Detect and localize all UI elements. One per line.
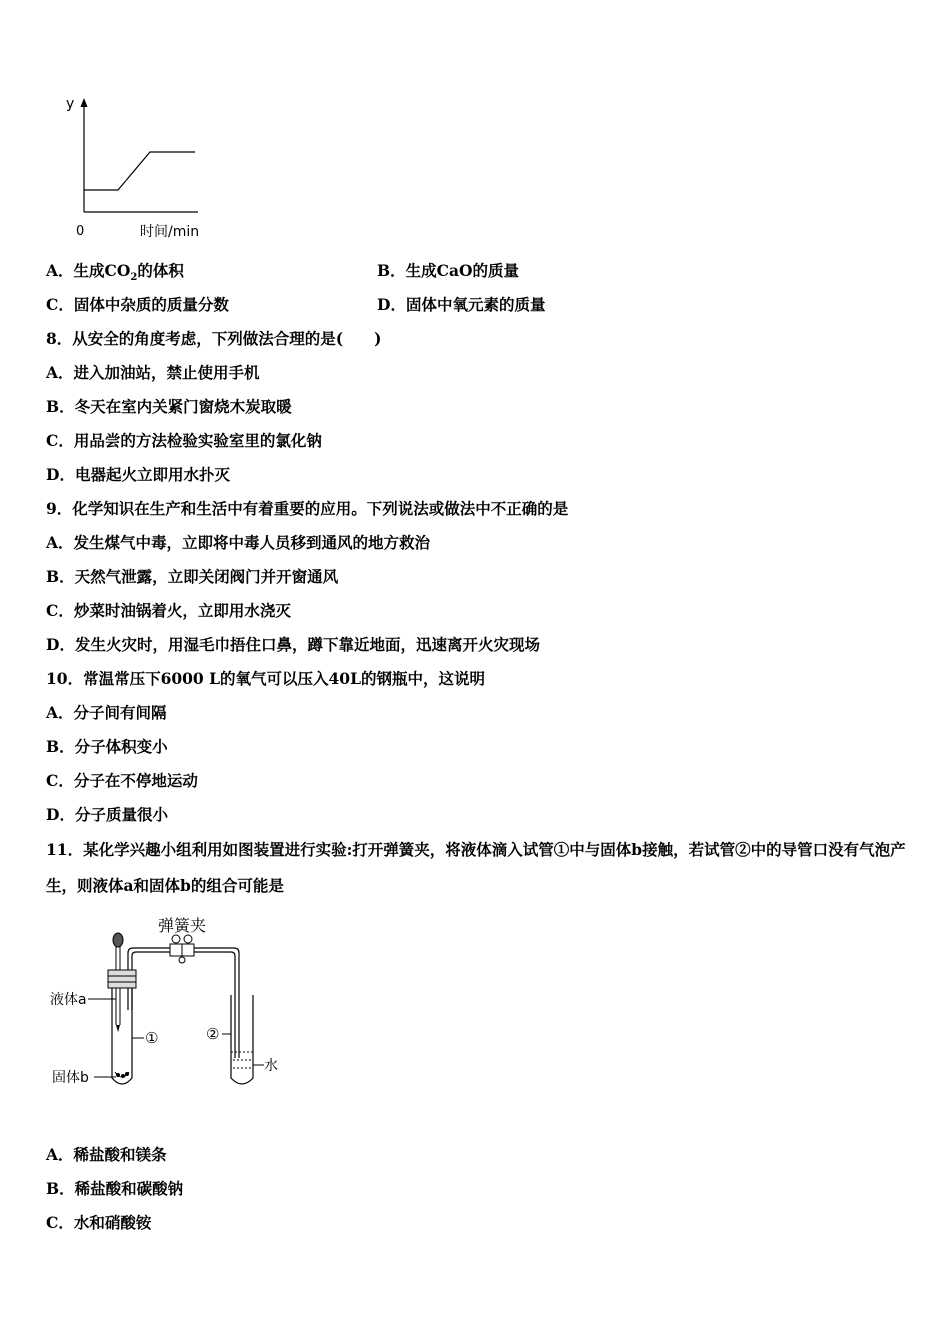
q8-stem: 8．从安全的角度考虑，下列做法合理的是( )	[46, 329, 382, 348]
q7-option-c[interactable]: C．固体中杂质的质量分数	[46, 295, 229, 314]
q10-stem: 10．常温常压下6000 L的氧气可以压入40L的钢瓶中，这说明	[46, 669, 485, 688]
water-label: 水	[264, 1058, 278, 1074]
q7-option-b[interactable]: B．生成CaO的质量	[377, 261, 519, 280]
rubber-stopper	[108, 970, 136, 988]
test-tube-2	[231, 995, 253, 1084]
q7-option-row-1	[46, 261, 519, 288]
solid-label: 固体b	[52, 1070, 89, 1086]
q10-option-a[interactable]: A．分子间有间隔	[46, 703, 167, 722]
q10-option-c[interactable]: C．分子在不停地运动	[46, 771, 198, 790]
origin-label: 0	[76, 224, 85, 239]
q7-option-a[interactable]: A．生成$CO_2$的体积	[46, 261, 184, 284]
clamp-label: 弹簧夹	[158, 916, 207, 935]
q9-stem: 9．化学知识在生产和生活中有着重要的应用。下列说法或做法中不正确的是	[46, 499, 569, 518]
q11-option-a[interactable]: A．稀盐酸和镁条	[46, 1145, 167, 1164]
q10-option-d[interactable]: D．分子质量很小	[46, 805, 168, 824]
q7-option-row-2	[46, 295, 546, 315]
y-axis-label: y	[66, 96, 75, 112]
test-tube-1	[112, 988, 132, 1084]
q11-option-b[interactable]: B．稀盐酸和碳酸钠	[46, 1179, 184, 1198]
q9-option-a[interactable]: A．发生煤气中毒，立即将中毒人员移到通风的地方救治	[46, 533, 431, 552]
q8-option-a[interactable]: A．进入加油站，禁止使用手机	[46, 363, 260, 382]
q9-option-c[interactable]: C．炒菜时油锅着火，立即用水浇灭	[46, 601, 291, 620]
q10-option-b[interactable]: B．分子体积变小	[46, 737, 168, 756]
q8-option-c[interactable]: C．用品尝的方法检验实验室里的氯化钠	[46, 431, 322, 450]
q9-option-d[interactable]: D．发生火灾时，用湿毛巾捂住口鼻，蹲下靠近地面，迅速离开火灾现场	[46, 635, 540, 654]
tube2-label: ②	[206, 1025, 220, 1043]
apparatus-diagram	[46, 910, 296, 1095]
tube1-label: ①	[145, 1029, 159, 1047]
q8-option-d[interactable]: D．电器起火立即用水扑灭	[46, 465, 230, 484]
x-axis-label: 时间/min	[140, 224, 200, 240]
q11-option-c[interactable]: C．水和硝酸铵	[46, 1213, 152, 1232]
y-axis-arrow	[81, 98, 88, 107]
q7-option-d[interactable]: D．固体中氧元素的质量	[377, 295, 546, 314]
graph-curve	[84, 152, 195, 190]
spring-clamp-icon	[170, 935, 194, 963]
q11-stem: 11．某化学兴趣小组利用如图装置进行实验:打开弹簧夹，将液体滴入试管①中与固体b接触，若试管②中的导管口没有气泡产生，则液体a和固体b的组合可能是	[46, 840, 906, 895]
q9-option-b[interactable]: B．天然气泄露，立即关闭阀门并开窗通风	[46, 567, 339, 586]
q8-option-b[interactable]: B．冬天在室内关紧门窗烧木炭取暖	[46, 397, 292, 416]
line-graph	[60, 92, 220, 244]
liquid-label: 液体a	[50, 992, 87, 1008]
